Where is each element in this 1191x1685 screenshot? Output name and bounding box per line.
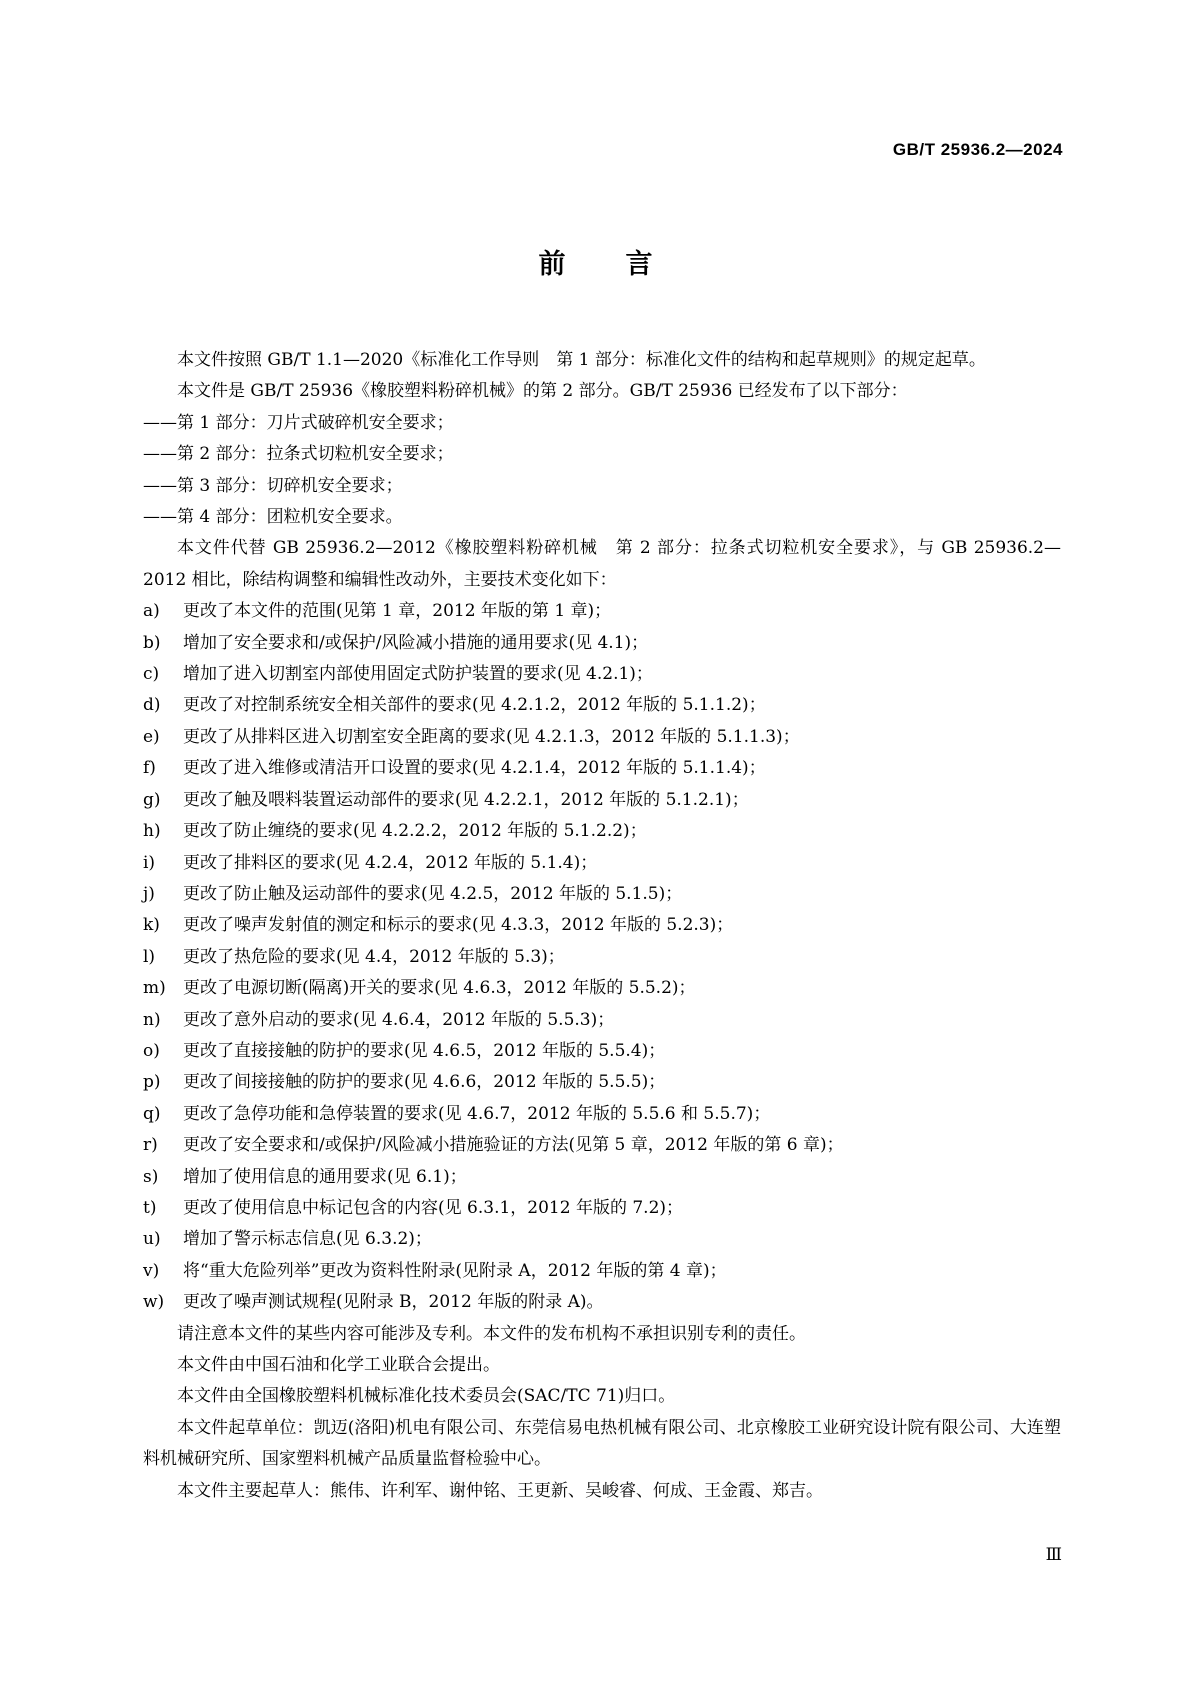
change-text: 更改了直接接触的防护的要求(见 4.6.5，2012 年版的 5.5.4)； <box>183 1040 666 1061</box>
change-item-n <box>143 1005 1061 1036</box>
proposed-by: 本文件由中国石油和化学工业联合会提出。 <box>177 1355 500 1375</box>
change-letter: p) <box>143 1072 161 1093</box>
change-letter: v) <box>143 1260 160 1281</box>
change-item-u <box>143 1224 1061 1255</box>
change-text: 更改了进入维修或清洁开口设置的要求(见 4.2.1.4，2012 年版的 5.1.1.4)； <box>183 758 766 779</box>
change-text: 更改了急停功能和急停装置的要求(见 4.6.7，2012 年版的 5.5.6 和 5.5.7)； <box>183 1103 771 1124</box>
change-text: 更改了安全要求和/或保护/风险减小措施验证的方法(见第 5 章，2012 年版的第 6 章)； <box>183 1135 844 1156</box>
change-text: 更改了意外启动的要求(见 4.6.4，2012 年版的 5.5.3)； <box>183 1009 615 1030</box>
change-letter: d) <box>143 695 161 716</box>
change-letter: k) <box>143 915 160 936</box>
change-letter: e) <box>143 726 160 747</box>
change-item-c <box>143 659 1061 690</box>
change-letter: q) <box>143 1103 161 1124</box>
change-text: 增加了使用信息的通用要求(见 6.1)； <box>183 1166 467 1187</box>
replacement-paragraph: 本文件代替 GB 25936.2—2012《橡胶塑料粉碎机械 第 2 部分：拉条式切粒机安全要求》，与 GB 25936.2—2012 相比，除结构调整和编辑性改动外，主要技术变化如下： <box>143 538 1061 590</box>
change-item-h <box>143 816 1061 847</box>
administered-by: 本文件由全国橡胶塑料机械标准化技术委员会(SAC/TC 71)归口。 <box>177 1386 676 1407</box>
change-text: 更改了噪声测试规程(见附录 B，2012 年版的附录 A)。 <box>183 1292 604 1313</box>
change-letter: o) <box>143 1040 160 1061</box>
page-number: Ⅲ <box>1045 1545 1063 1565</box>
change-item-a <box>143 596 1061 627</box>
change-letter: g) <box>143 789 161 810</box>
part-item-2: ——第 2 部分：拉条式切粒机安全要求； <box>143 444 454 465</box>
change-letter: b) <box>143 632 161 653</box>
change-text: 增加了进入切割室内部使用固定式防护装置的要求(见 4.2.1)； <box>183 664 653 685</box>
change-item-q <box>143 1099 1061 1130</box>
change-letter: f) <box>143 758 156 779</box>
change-text: 更改了热危险的要求(见 4.4，2012 年版的 5.3)； <box>183 946 565 967</box>
change-letter: s) <box>143 1166 159 1187</box>
change-item-d <box>143 690 1061 721</box>
change-item-m <box>143 973 1061 1004</box>
change-item-e <box>143 722 1061 753</box>
change-item-i <box>143 848 1061 879</box>
change-text: 增加了安全要求和/或保护/风险减小措施的通用要求(见 4.1)； <box>183 632 649 653</box>
change-text: 将“重大危险列举”更改为资料性附录(见附录 A，2012 年版的第 4 章)； <box>183 1260 727 1281</box>
change-text: 更改了电源切断(隔离)开关的要求(见 4.6.3，2012 年版的 5.5.2)； <box>183 978 696 999</box>
change-letter: a) <box>143 601 160 622</box>
change-text: 更改了排料区的要求(见 4.2.4，2012 年版的 5.1.4)； <box>183 852 598 873</box>
change-letter: h) <box>143 821 161 842</box>
drafting-rule-paragraph: 本文件按照 GB/T 1.1—2020《标准化工作导则 第 1 部分：标准化文件的结构和起草规则》的规定起草。 <box>177 350 986 370</box>
change-item-o <box>143 1036 1061 1067</box>
change-item-k <box>143 910 1061 941</box>
change-item-t <box>143 1193 1061 1224</box>
change-text: 更改了本文件的范围(见第 1 章，2012 年版的第 1 章)； <box>183 601 612 622</box>
change-letter: u) <box>143 1229 161 1250</box>
change-item-s <box>143 1162 1061 1193</box>
change-item-w <box>143 1287 1061 1318</box>
change-letter: j) <box>143 883 155 904</box>
change-letter: c) <box>143 664 160 685</box>
document-code: GB/T 25936.2—2024 <box>892 140 1063 159</box>
change-text: 更改了使用信息中标记包含的内容(见 6.3.1，2012 年版的 7.2)； <box>183 1197 684 1218</box>
page-title: 前言 <box>538 249 713 280</box>
change-text: 更改了防止触及运动部件的要求(见 4.2.5，2012 年版的 5.1.5)； <box>183 883 683 904</box>
part-item-1: ——第 1 部分：刀片式破碎机安全要求； <box>143 412 454 433</box>
change-item-p <box>143 1067 1061 1098</box>
change-text: 更改了对控制系统安全相关部件的要求(见 4.2.1.2，2012 年版的 5.1.1.2)； <box>183 695 766 716</box>
change-letter: r) <box>143 1135 158 1156</box>
change-text: 增加了警示标志信息(见 6.3.2)； <box>183 1229 432 1250</box>
change-letter: l) <box>143 946 156 967</box>
change-letter: i) <box>143 852 156 873</box>
main-drafters: 本文件主要起草人：熊伟、许利军、谢仲铭、王更新、吴峻睿、何成、王金霞、郑吉。 <box>177 1480 823 1501</box>
change-letter: n) <box>143 1009 161 1030</box>
drafting-units: 本文件起草单位：凯迈(洛阳)机电有限公司、东莞信易电热机械有限公司、北京橡胶工业研究设计院有限公司、大连塑料机械研究所、国家塑料机械产品质量监督检验中心。 <box>143 1417 1061 1470</box>
change-letter: w) <box>143 1292 165 1313</box>
part-item-4: ——第 4 部分：团粒机安全要求。 <box>143 507 403 528</box>
change-item-v <box>143 1256 1061 1287</box>
change-letter: t) <box>143 1197 157 1218</box>
change-text: 更改了噪声发射值的测定和标示的要求(见 4.3.3，2012 年版的 5.2.3)； <box>183 915 734 936</box>
change-item-g <box>143 785 1061 816</box>
change-text: 更改了防止缠绕的要求(见 4.2.2.2，2012 年版的 5.1.2.2)； <box>183 821 647 842</box>
change-item-l <box>143 942 1061 973</box>
change-item-j <box>143 879 1061 910</box>
change-item-r <box>143 1130 1061 1161</box>
parts-intro-paragraph: 本文件是 GB/T 25936《橡胶塑料粉碎机械》的第 2 部分。GB/T 25936 已经发布了以下部分： <box>177 381 908 402</box>
change-text: 更改了从排料区进入切割室安全距离的要求(见 4.2.1.3，2012 年版的 5.1.1.3)； <box>183 726 800 747</box>
changes-list <box>143 596 1061 1318</box>
part-item-3: ——第 3 部分：切碎机安全要求； <box>143 475 403 496</box>
change-item-f <box>143 753 1061 784</box>
foreword-body <box>143 345 1061 1507</box>
change-text: 更改了触及喂料装置运动部件的要求(见 4.2.2.1，2012 年版的 5.1.2.1)； <box>183 789 749 810</box>
change-text: 更改了间接接触的防护的要求(见 4.6.6，2012 年版的 5.5.5)； <box>183 1072 666 1093</box>
change-item-b <box>143 628 1061 659</box>
patent-notice: 请注意本文件的某些内容可能涉及专利。本文件的发布机构不承担识别专利的责任。 <box>177 1323 806 1344</box>
change-letter: m) <box>143 978 166 999</box>
